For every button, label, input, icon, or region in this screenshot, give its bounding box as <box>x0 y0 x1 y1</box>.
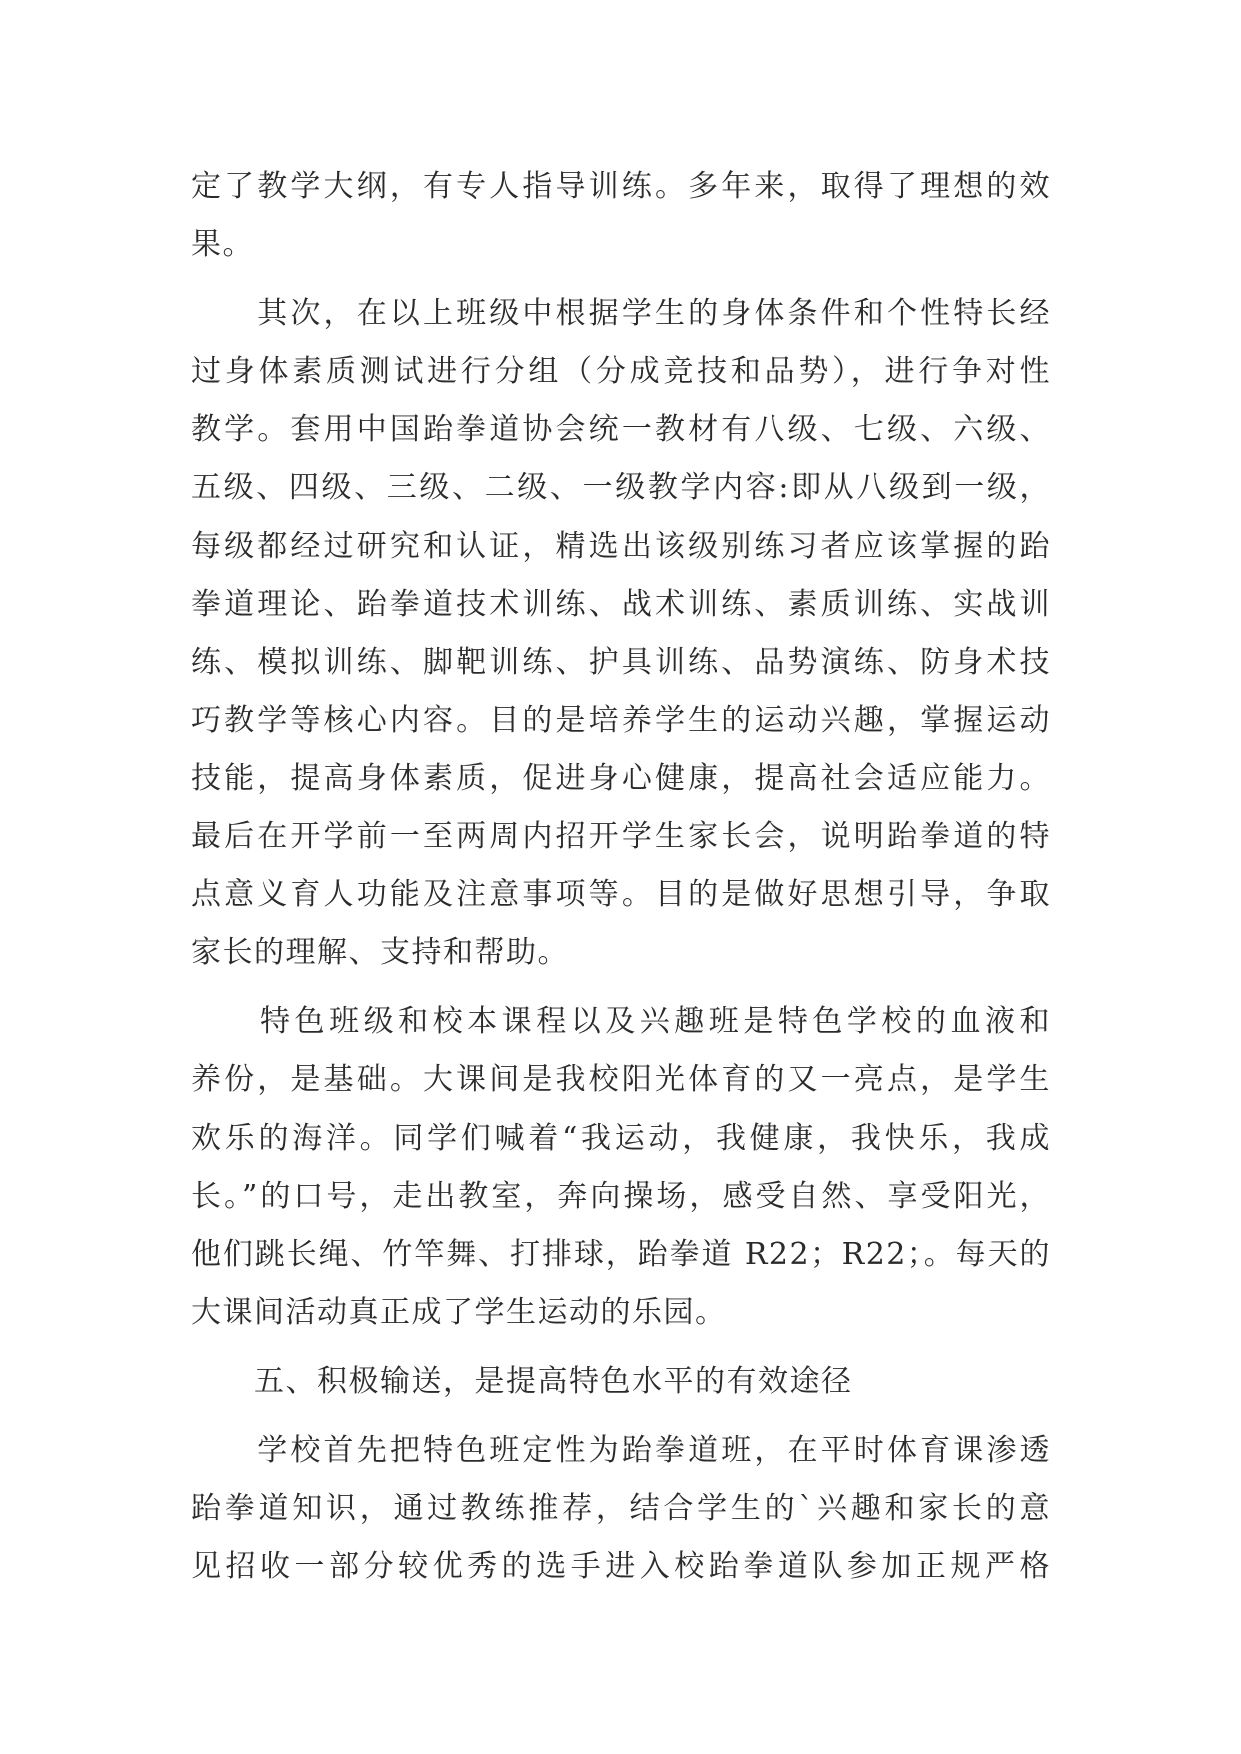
text-line: 五、积极输送，是提高特色水平的有效途径 <box>191 1363 853 1399</box>
text-line: 果。 <box>191 227 254 263</box>
text-line: 五级、四级、三级、二级、一级教学内容:即从八级到一级， <box>191 470 1051 506</box>
text-line: 跆拳道知识，通过教练推荐，结合学生的`兴趣和家长的意 <box>191 1491 1051 1527</box>
text-line: 教学。套用中国跆拳道协会统一教材有八级、七级、六级、 <box>191 412 1051 448</box>
paragraph <box>191 285 1051 982</box>
paragraph <box>191 993 1051 1342</box>
text-line: 长。”的口号，走出教室，奔向操场，感受自然、享受阳光， <box>191 1178 1051 1214</box>
text-line: 巧教学等核心内容。目的是培养学生的运动兴趣，掌握运动 <box>191 702 1051 738</box>
text-line: 大课间活动真正成了学生运动的乐园。 <box>191 1294 727 1330</box>
paragraph-gap <box>191 1342 1051 1353</box>
text-line: 见招收一部分较优秀的选手进入校跆拳道队参加正规严格 <box>191 1549 1051 1585</box>
paragraph <box>191 1422 1051 1596</box>
paragraph-gap <box>191 1411 1051 1422</box>
text-line: 欢乐的海洋。同学们喊着“我运动，我健康，我快乐，我成 <box>191 1120 1051 1156</box>
text-line: 技能，提高身体素质，促进身心健康，提高社会适应能力。 <box>191 760 1051 796</box>
section-heading <box>191 1353 1051 1411</box>
text-line: 过身体素质测试进行分组（分成竞技和品势），进行争对性 <box>191 354 1051 390</box>
text-line: 其次，在以上班级中根据学生的身体条件和个性特长经 <box>191 296 1051 332</box>
text-line: 最后在开学前一至两周内招开学生家长会，说明跆拳道的特 <box>191 819 1051 855</box>
text-line: 他们跳长绳、竹竿舞、打排球，跆拳道 R22；R22；。每天的 <box>191 1236 1051 1272</box>
text-line: 练、模拟训练、脚靶训练、护具训练、品势演练、防身术技 <box>191 644 1051 680</box>
text-line: 定了教学大纲，有专人指导训练。多年来，取得了理想的效 <box>191 169 1051 204</box>
text-line: 特色班级和校本课程以及兴趣班是特色学校的血液和 <box>191 1004 1051 1040</box>
text-line: 点意义育人功能及注意事项等。目的是做好思想引导，争取 <box>191 877 1051 913</box>
paragraph-gap <box>191 982 1051 993</box>
paragraph <box>191 158 1051 274</box>
paragraph-gap <box>191 274 1051 285</box>
text-line: 拳道理论、跆拳道技术训练、战术训练、素质训练、实战训 <box>191 586 1051 622</box>
text-line: 学校首先把特色班定性为跆拳道班，在平时体育课渗透 <box>191 1432 1051 1468</box>
text-line: 家长的理解、支持和帮助。 <box>191 935 569 971</box>
text-line: 每级都经过研究和认证，精选出该级别练习者应该掌握的跆 <box>191 528 1051 564</box>
text-line: 养份，是基础。大课间是我校阳光体育的又一亮点，是学生 <box>191 1062 1051 1098</box>
body-text <box>191 158 1051 1596</box>
